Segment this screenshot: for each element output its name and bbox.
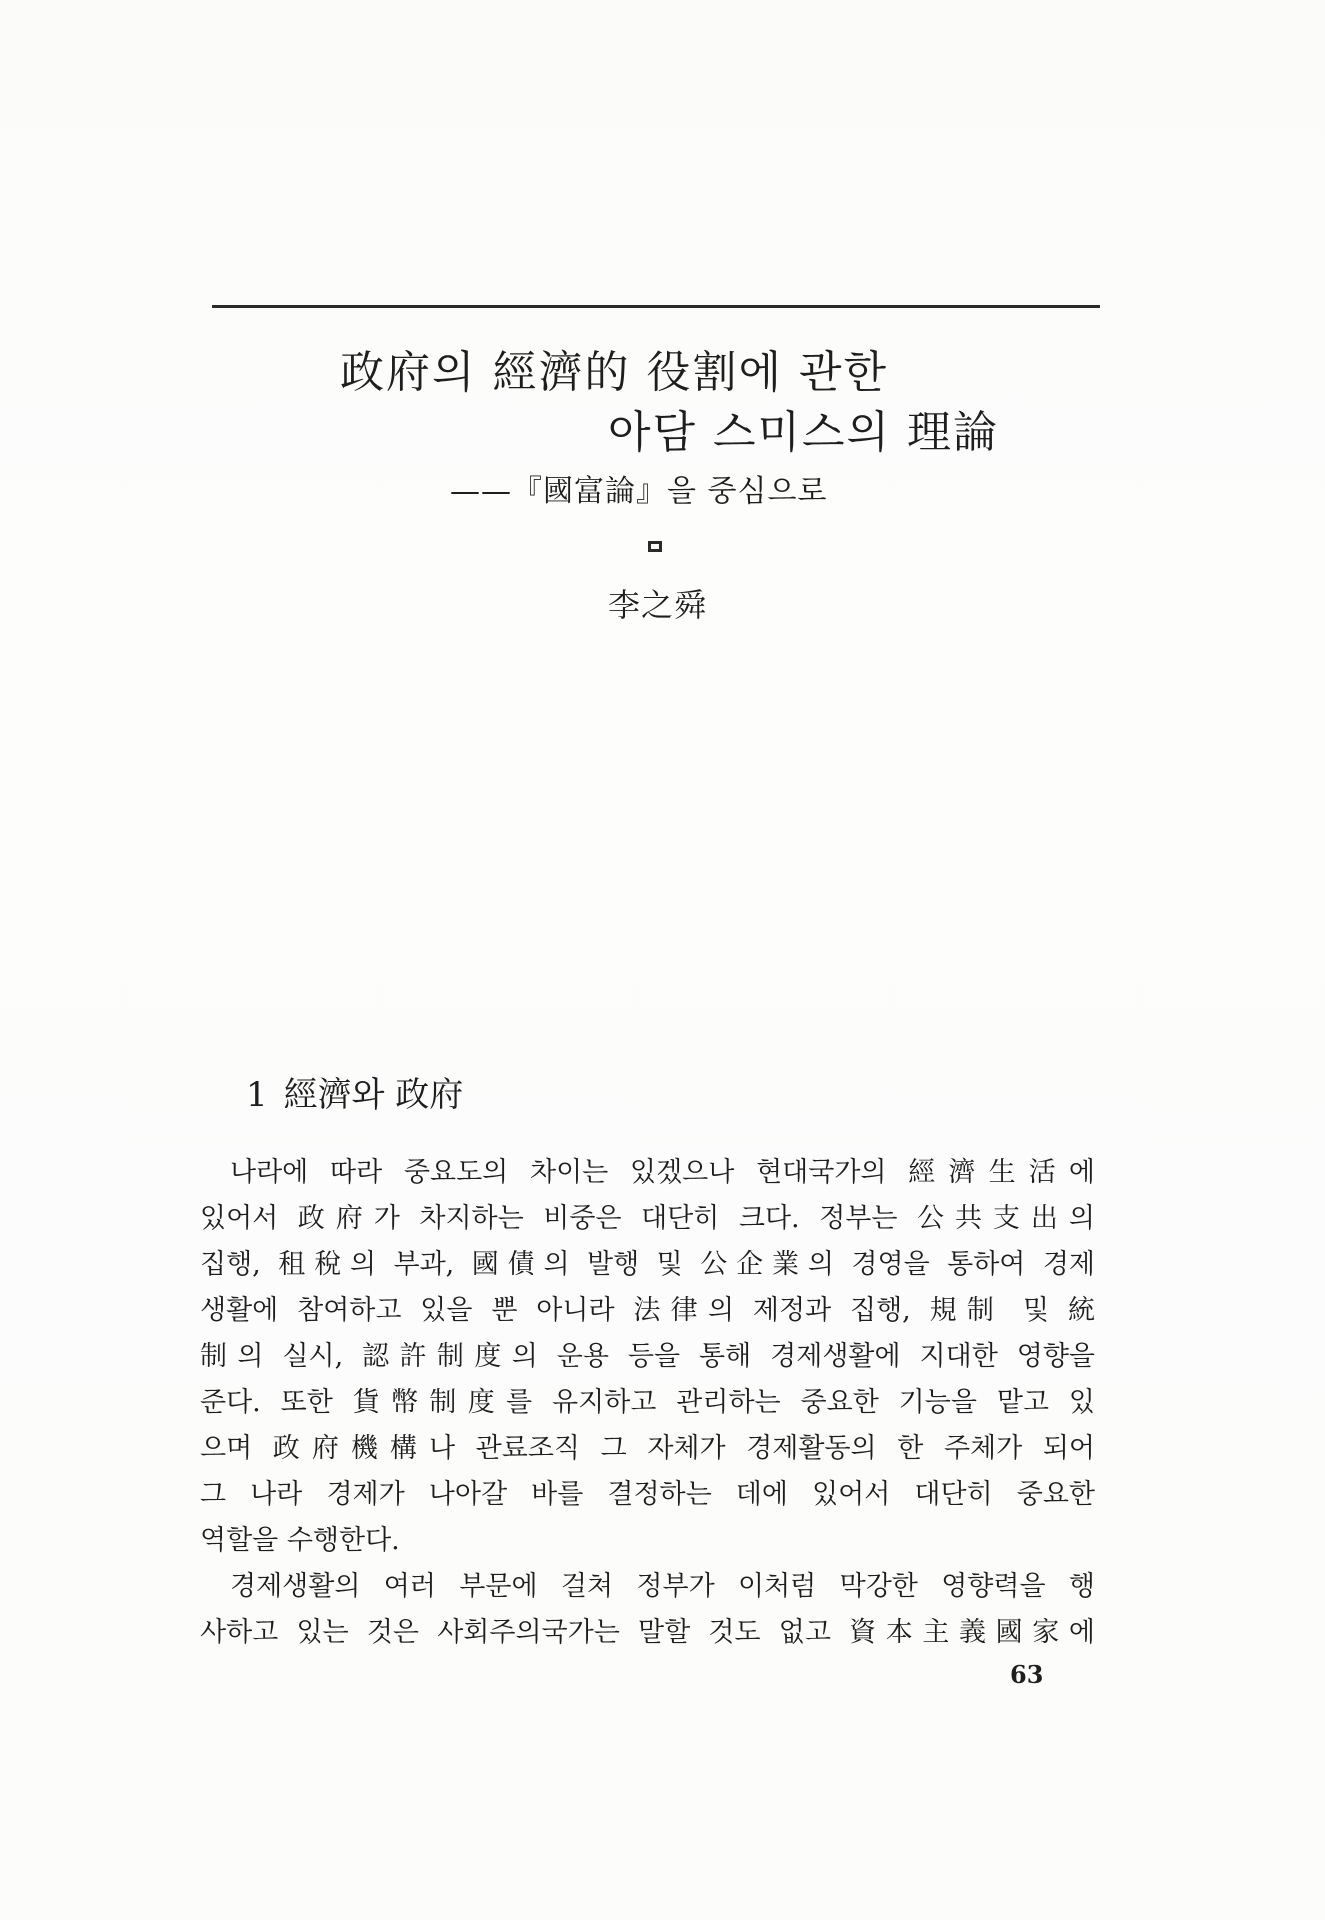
- body-line: 나라에 따라 중요도의 차이는 있겠으나 현대국가의 經濟生活에: [230, 1157, 1095, 1188]
- body-line: 制의 실시, 認許制度의 운용 등을 통해 경제생활에 지대한 영향을: [200, 1341, 1095, 1372]
- section-title: 經濟와 政府: [283, 1075, 464, 1115]
- body-line: 사하고 있는 것은 사회주의국가는 말할 것도 없고 資本主義國家에: [200, 1617, 1095, 1648]
- body-line: 있어서 政府가 차지하는 비중은 대단히 크다. 정부는 公共支出의: [200, 1203, 1095, 1234]
- body-text: [200, 1150, 1095, 1656]
- body-line: 준다. 또한 貨幣制度를 유지하고 관리하는 중요한 기능을 맡고 있: [200, 1387, 1095, 1418]
- body-line: 그 나라 경제가 나아갈 바를 결정하는 데에 있어서 대단히 중요한: [200, 1479, 1095, 1510]
- body-line: 경제생활의 여러 부문에 걸쳐 정부가 이처럼 막강한 영향력을 행: [230, 1571, 1095, 1602]
- article-title-line1: 政府의 經濟的 役割에 관한: [340, 347, 888, 398]
- body-line: 역할을 수행한다.: [200, 1525, 400, 1556]
- article-subtitle: ——『國富論』을 중심으로: [450, 474, 828, 509]
- section-heading: [246, 1067, 463, 1116]
- body-line: 으며 政府機構나 관료조직 그 자체가 경제활동의 한 주체가 되어: [200, 1433, 1095, 1464]
- section-number: 1: [246, 1075, 268, 1115]
- body-line: 집행, 租稅의 부과, 國債의 발행 및 公企業의 경영을 통하여 경제: [200, 1249, 1095, 1280]
- ornament-icon: [648, 541, 662, 552]
- article-title-line2: 아담 스미스의 理論: [608, 407, 999, 458]
- top-rule: [212, 305, 1100, 308]
- body-line: 생활에 참여하고 있을 뿐 아니라 法律의 제정과 집행, 規制 및 統: [200, 1295, 1095, 1326]
- page-number: 63: [1010, 1660, 1044, 1689]
- author-name: 李之舜: [608, 586, 708, 624]
